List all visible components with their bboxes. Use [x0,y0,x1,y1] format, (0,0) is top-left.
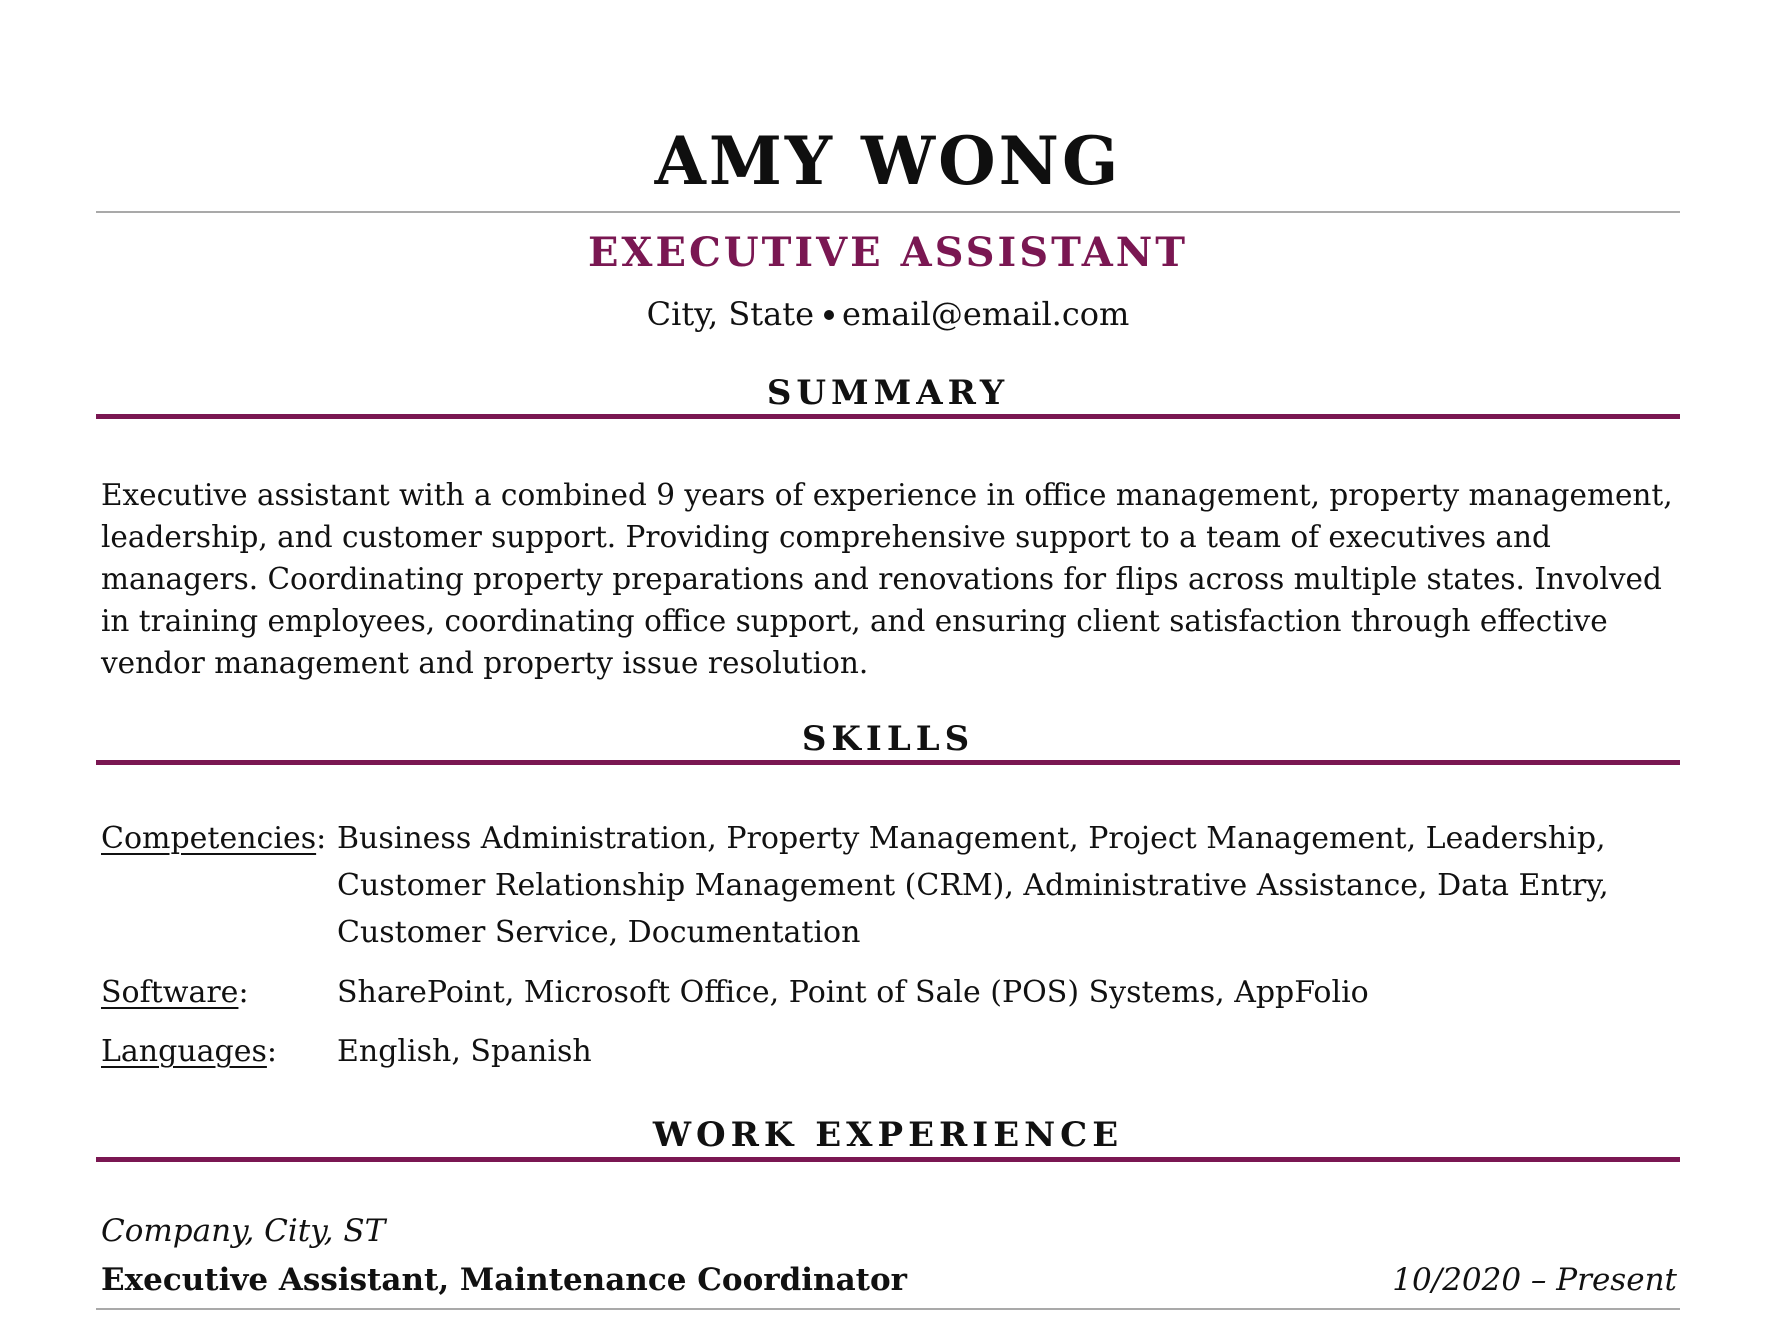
skill-label: Competencies: [101,821,327,856]
contact-email[interactable]: email@email.com [842,295,1130,333]
job-dates: 10/2020 – Present [1392,1262,1677,1298]
candidate-title: EXECUTIVE ASSISTANT [587,229,1189,276]
skills-heading: SKILLS [801,719,975,759]
skill-value: English, Spanish [337,1034,592,1069]
job-title: Executive Assistant, Maintenance Coordinator [101,1262,907,1298]
job-company: Company, City, ST [101,1213,386,1249]
work-experience-heading: WORK EXPERIENCE [652,1115,1124,1155]
header-divider [96,211,1680,213]
summary-heading: SUMMARY [766,373,1010,413]
summary-text: Executive assistant with a combined 9 years of experience in office management, property management, leadership, and customer support. Providing comprehensive support to a team of executives and managers. Coordinating property preparations and renovations for flips across multiple states. Involved in training employees, coordinating office support, and ensuring client satisfaction through effective vendor management and property issue resolution. [101,478,1673,680]
contact-location: City, State [646,295,815,333]
candidate-name: AMY WONG [654,122,1122,200]
contact-line [96,295,1680,333]
job-divider [96,1308,1680,1310]
bullet-separator-icon [824,310,834,320]
skill-value: Business Administration, Property Management, Project Management, Leadership, Customer Relationship Management (CRM), Administrative Assistance, Data Entry, Customer Service, Documentation [337,821,1609,950]
skill-value: SharePoint, Microsoft Office, Point of Sale (POS) Systems, AppFolio [337,975,1369,1010]
skill-label: Software: [101,975,249,1010]
skill-label: Languages: [101,1034,278,1069]
skills-divider [96,760,1680,765]
summary-divider [96,414,1680,419]
work-experience-divider [96,1157,1680,1162]
